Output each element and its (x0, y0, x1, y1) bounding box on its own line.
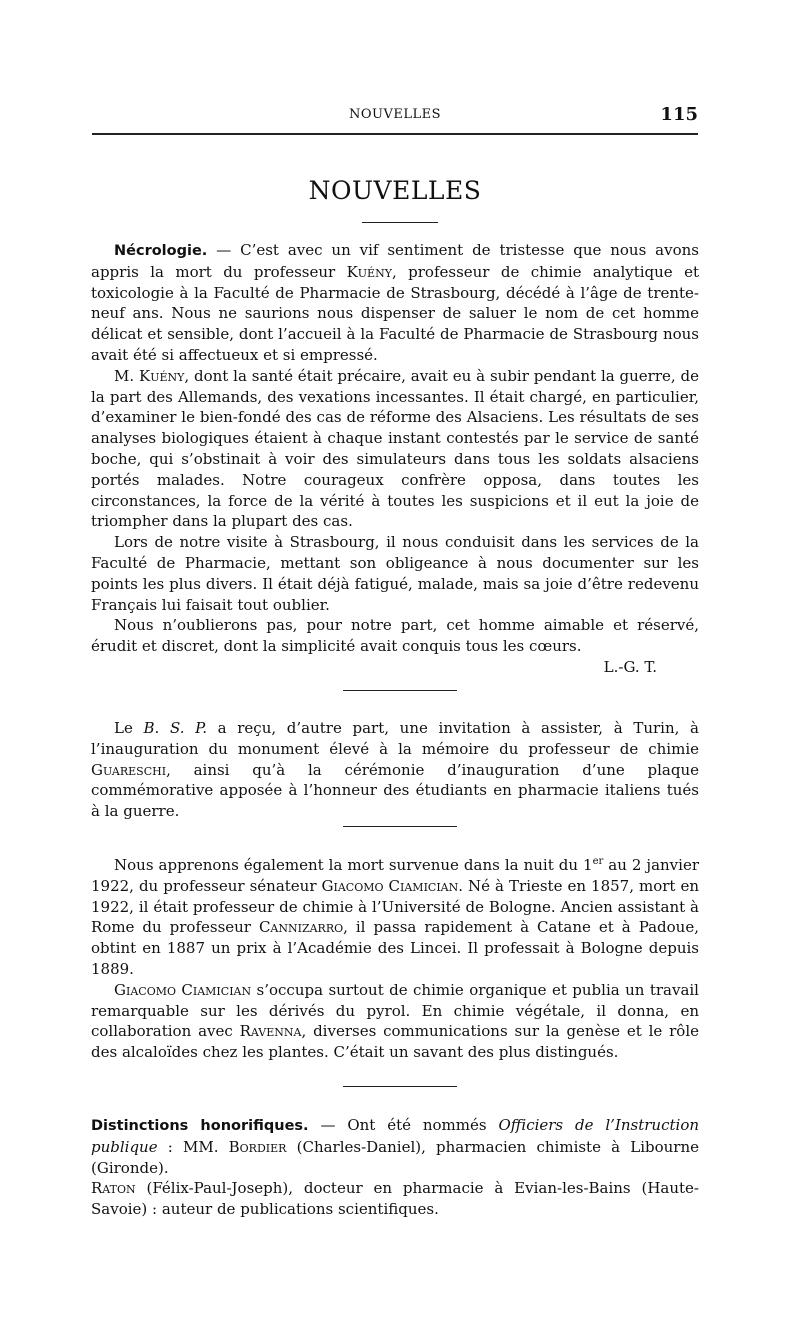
distinctions-section (91, 1115, 699, 1220)
person-name: Bordier (228, 1137, 287, 1156)
separator-rule (343, 690, 457, 691)
necrologie-section (91, 240, 699, 678)
ciamician-paragraph-1: Nous apprenons également la mort survenue dans la nuit du 1er au 2 janvier 1922, du professeur sénateur Giacomo Ciamician. Né à Trieste en 1857, mort en 1922, il était professeur de chimie à l’Université de Bologne. Ancien assistant à Rome du professeur Cannizarro, il passa rapidement à Catane et à Padoue, obtint en 1887 un prix à l’Académie des Lincei. Il professait à Bologne depuis 1889. (91, 856, 700, 978)
person-name: Giacomo Ciamician (321, 876, 459, 895)
person-name: Cannizarro (258, 918, 344, 937)
person-name: Raton (91, 1179, 136, 1198)
necrologie-paragraph-1: Nécrologie. — C’est avec un vif sentiment de tristesse que nous avons appris la mort du professeur Kuény, professeur de chimie analytique et toxicologie à la Faculté de Pharmacie de Strasbourg, décédé à l’âge de trente-neuf ans. Nous ne saurions nous dispenser de saluer le nom de cet homme délicat et sensible, dont l’accueil à la Faculté de Pharmacie de Strasbourg nous avait été si affectueux et si empressé. (91, 241, 699, 364)
distinctions-paragraph-1: Distinctions honorifiques. — Ont été nommés Officiers de l’Instruction publique : MM. Bordier (Charles-Daniel), pharmacien chimiste à Libourne (Gironde). (91, 1116, 700, 1177)
person-name: Kuény (346, 262, 392, 281)
header-rule (92, 133, 698, 135)
distinctions-paragraph-2: Raton (Félix-Paul-Joseph), docteur en pharmacie à Evian-les-Bains (Haute-Savoie) : auteur de publications scientifiques. (91, 1179, 699, 1219)
title-rule (362, 222, 438, 223)
ciamician-section (91, 855, 699, 1063)
necrologie-paragraph-3: Lors de notre visite à Strasbourg, il nous conduisit dans les services de la Faculté de Pharmacie, mettant son obligeance à nous documenter sur les points les plus divers. Il était déjà fatigué, malade, mais sa joie d’être redevenu Français lui faisait tout oublier. (91, 533, 699, 614)
necrologie-paragraph-2: M. Kuény, dont la santé était précaire, avait eu à subir pendant la guerre, de la part des Allemands, des vexations incessantes. Il était chargé, en particulier, d’examiner le bien-fondé des cas de réforme des Alsaciens. Les résultats de ses analyses biologiques étaient à chaque instant contestés par le service de santé boche, qui s’obstinait à voir des simulateurs dans tous les soldats alsaciens portés malades. Notre courageux confrère opposa, dans toutes les circonstances, la force de la vérité à toutes les suspicions et il eut la joie de triompher dans la plupart des cas. (91, 366, 699, 531)
page-number: 115 (660, 104, 698, 125)
person-name: Kuény (138, 366, 185, 385)
person-name: Giacomo Ciamician (114, 980, 252, 999)
separator-rule (343, 1086, 457, 1087)
necrologie-paragraph-4: Nous n’oublierons pas, pour notre part, cet homme aimable et réservé, érudit et discret, dont la simplicité avait conquis tous les cœurs. (91, 616, 699, 656)
journal-abbr: B. S. P. (143, 719, 207, 737)
separator-rule (343, 826, 457, 827)
running-head (92, 104, 698, 128)
bsp-section (91, 718, 699, 822)
bsp-paragraph: Le B. S. P. a reçu, d’autre part, une invitation à assister, à Turin, à l’inauguration du monument élevé à la mémoire du professeur de chimie Guareschi, ainsi qu’à la cérémonie d’inauguration d’une plaque commémorative apposée à l’honneur des étudiants en pharmacie italiens tués à la guerre. (91, 719, 699, 821)
section-title: NOUVELLES (308, 176, 482, 205)
signature: L.-G. T. (603, 657, 657, 676)
necrologie-lead: Nécrologie. (114, 243, 208, 259)
ciamician-paragraph-2: Giacomo Ciamician s’occupa surtout de chimie organique et publia un travail remarquable sur les dérivés du pyrol. En chimie végétale, il donna, en collaboration avec Ravenna, diverses communications sur la genèse et le rôle des alcaloïdes chez les plantes. C’était un savant des plus distingués. (91, 980, 699, 1062)
running-title: NOUVELLES (348, 107, 442, 122)
distinctions-lead: Distinctions honorifiques. (91, 1118, 309, 1134)
person-name: Ravenna (239, 1022, 302, 1041)
person-name: Guareschi (91, 760, 167, 779)
